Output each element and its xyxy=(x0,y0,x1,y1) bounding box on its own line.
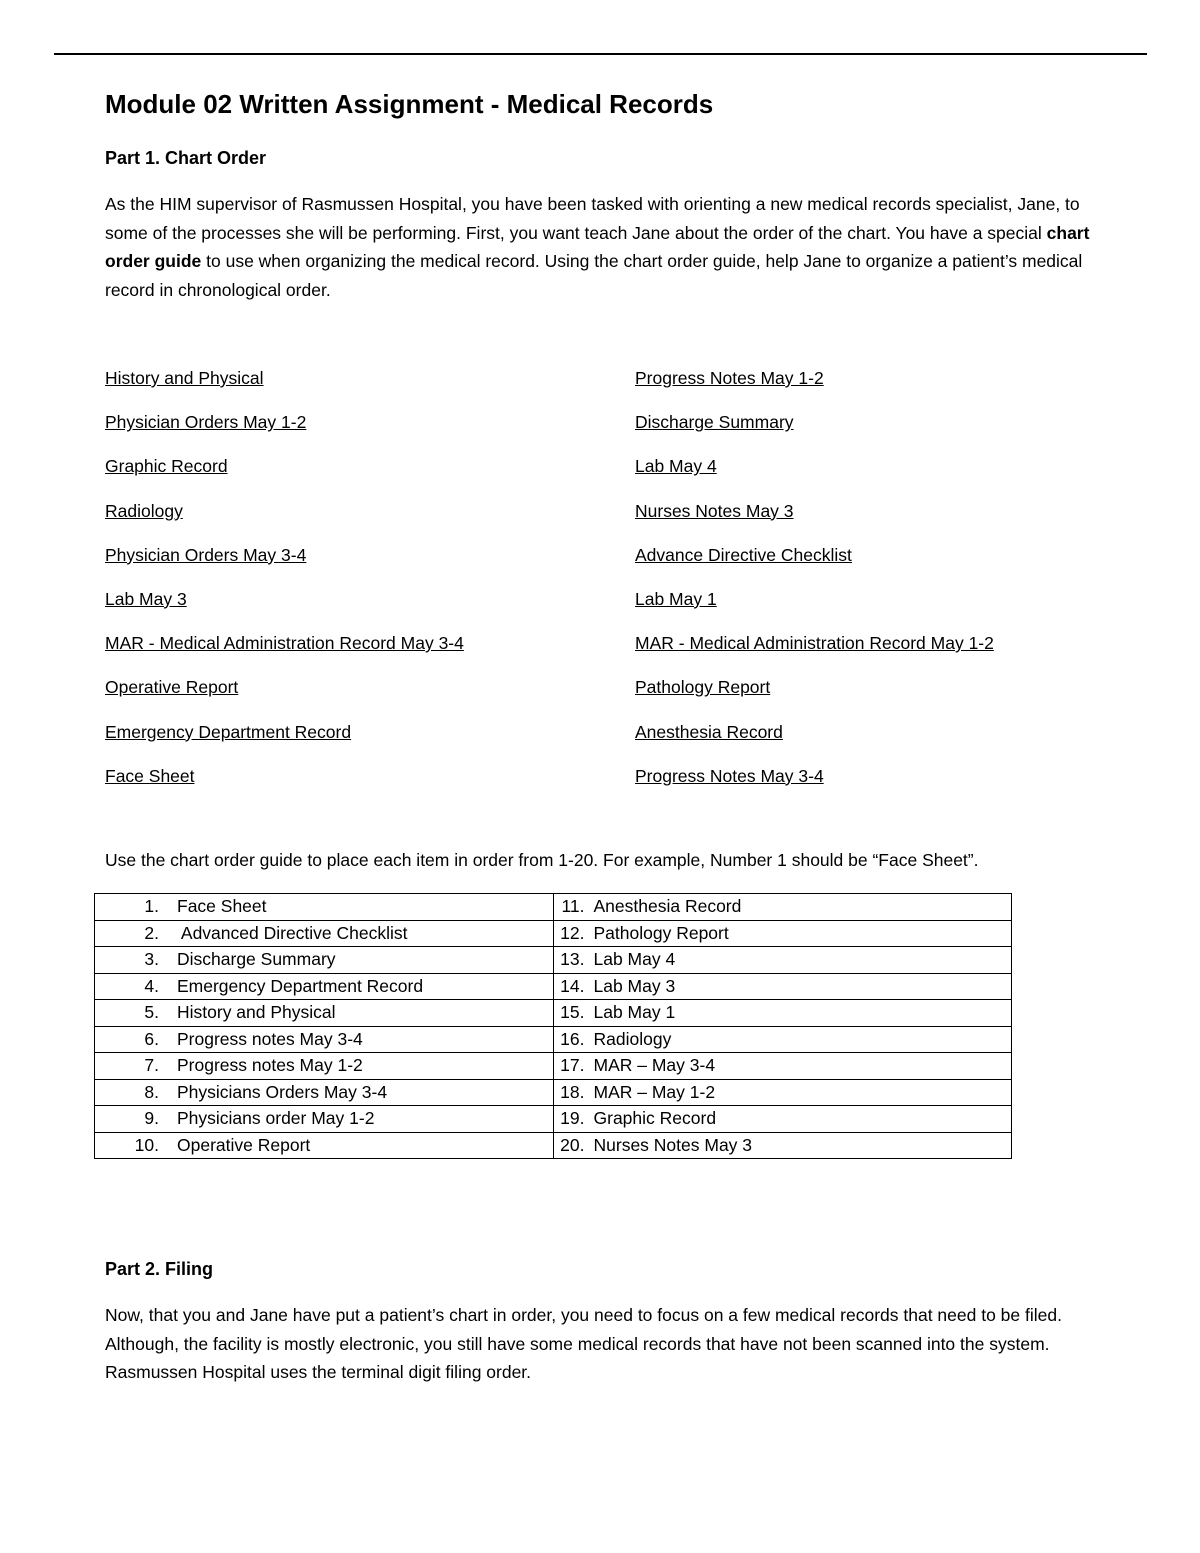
table-row xyxy=(95,920,1012,947)
table-cell: 20. Nurses Notes May 3 xyxy=(553,1132,1012,1159)
table-cell: 11. Anesthesia Record xyxy=(553,894,1012,921)
table-cell: 16. Radiology xyxy=(553,1026,1012,1053)
list-item: Face Sheet xyxy=(105,765,195,786)
order-instruction: Use the chart order guide to place each item in order from 1-20. For example, Number 1 should be “Face Sheet”. xyxy=(105,850,979,870)
list-item: Anesthesia Record xyxy=(635,721,783,742)
list-item: Operative Report xyxy=(105,677,239,698)
chart-items-left-list xyxy=(105,364,464,806)
list-item: Graphic Record xyxy=(105,456,228,477)
list-item: Nurses Notes May 3 xyxy=(635,500,794,521)
list-item: Lab May 3 xyxy=(105,588,187,609)
table-cell: 1. Face Sheet xyxy=(95,894,554,921)
part1-intro xyxy=(105,190,1095,304)
table-cell: 4. Emergency Department Record xyxy=(95,973,554,1000)
table-row xyxy=(95,1026,1012,1053)
table-row xyxy=(95,1106,1012,1133)
table-cell: 3. Discharge Summary xyxy=(95,947,554,974)
table-row xyxy=(95,1079,1012,1106)
table-row xyxy=(95,1053,1012,1080)
table-cell: 2. Advanced Directive Checklist xyxy=(95,920,554,947)
list-item: Lab May 4 xyxy=(635,456,717,477)
part1-intro-text-a: As the HIM supervisor of Rasmussen Hospital, you have been tasked with orienting a new medical records specialist, Jane, to some of the processes she will be performing. First, you want teach Jane about the order of the chart. You have a special xyxy=(105,194,1080,243)
list-item: Physician Orders May 1-2 xyxy=(105,412,307,433)
table-cell: 10. Operative Report xyxy=(95,1132,554,1159)
list-item: Discharge Summary xyxy=(635,412,794,433)
table-cell: 18. MAR – May 1-2 xyxy=(553,1079,1012,1106)
list-item: History and Physical xyxy=(105,368,264,388)
part1-heading: Part 1. Chart Order xyxy=(105,148,267,168)
list-item: Emergency Department Record xyxy=(105,721,352,742)
table-row xyxy=(95,1132,1012,1159)
list-item: Progress Notes May 1-2 xyxy=(635,368,824,388)
table-row xyxy=(95,947,1012,974)
document-title: Module 02 Written Assignment - Medical Records xyxy=(105,89,714,119)
list-item: Pathology Report xyxy=(635,677,771,698)
table-cell: 6. Progress notes May 3-4 xyxy=(95,1026,554,1053)
header-rule xyxy=(54,53,1147,55)
table-row xyxy=(95,973,1012,1000)
table-cell: 12. Pathology Report xyxy=(553,920,1012,947)
table-cell: 9. Physicians order May 1-2 xyxy=(95,1106,554,1133)
table-row xyxy=(95,894,1012,921)
list-item: Progress Notes May 3-4 xyxy=(635,765,824,786)
chart-order-table xyxy=(94,893,1012,1159)
table-cell: 19. Graphic Record xyxy=(553,1106,1012,1133)
list-item: Radiology xyxy=(105,500,183,521)
part2-heading: Part 2. Filing xyxy=(105,1259,214,1279)
table-cell: 13. Lab May 4 xyxy=(553,947,1012,974)
table-cell: 5. History and Physical xyxy=(95,1000,554,1027)
table-cell: 8. Physicians Orders May 3-4 xyxy=(95,1079,554,1106)
table-cell: 14. Lab May 3 xyxy=(553,973,1012,1000)
part2-body: Now, that you and Jane have put a patient’s chart in order, you need to focus on a few medical records that need to be filed. Although, the facility is mostly electronic, you still have some medical records that have not been scanned into the system. Rasmussen Hospital uses the terminal digit filing order. xyxy=(105,1305,1062,1383)
list-item: Lab May 1 xyxy=(635,588,717,609)
list-item: Physician Orders May 3-4 xyxy=(105,544,307,565)
table-cell: 7. Progress notes May 1-2 xyxy=(95,1053,554,1080)
table-cell: 17. MAR – May 3-4 xyxy=(553,1053,1012,1080)
list-item: MAR - Medical Administration Record May 1-2 xyxy=(635,633,994,654)
list-item: MAR - Medical Administration Record May 3-4 xyxy=(105,633,464,654)
list-item: Advance Directive Checklist xyxy=(635,544,852,565)
chart-items-right-list xyxy=(635,364,994,806)
part1-intro-bold: chart order guide xyxy=(105,222,1090,272)
table-cell: 15. Lab May 1 xyxy=(553,1000,1012,1027)
part1-intro-text-b: to use when organizing the medical record. Using the chart order guide, help Jane to organize a patient’s medical record in chronological order. xyxy=(105,251,1083,300)
table-row xyxy=(95,1000,1012,1027)
